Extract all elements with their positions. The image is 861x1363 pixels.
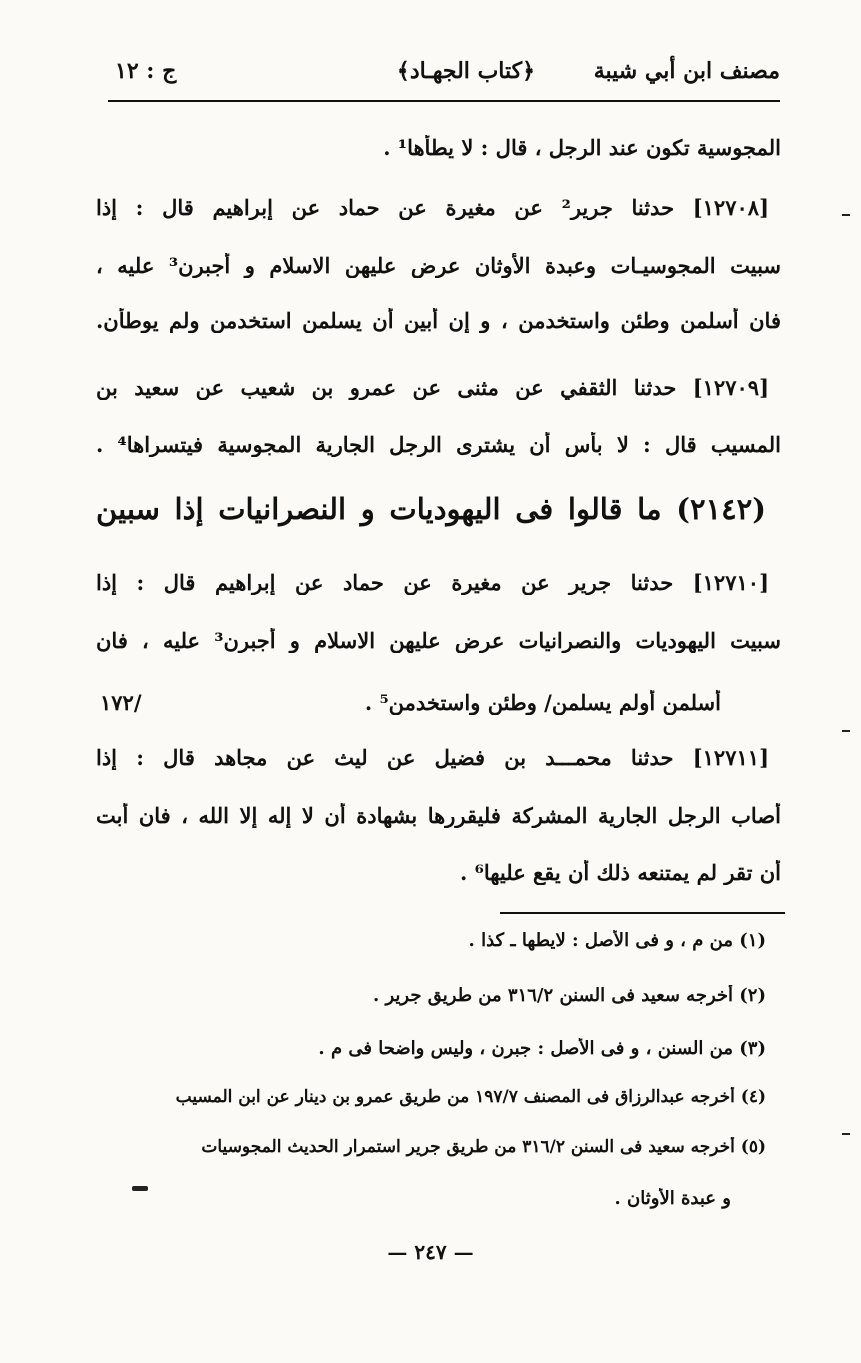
running-header [105,50,780,100]
section-title: (٢١٤٢) ما قالوا فى اليهوديات و النصرانيات إذا سبين [96,492,766,526]
volume-number: ج : ١٢ [115,58,177,84]
header-rule [108,100,780,102]
body-line-2: [١٢٧٠٨] حدثنا جرير² عن مغيرة عن حماد عن إبراهيم قال : إذا [96,195,769,220]
body-line-9: أسلمن أولم يسلمن/ وطئن واستخدمن⁵ . [364,690,721,715]
body-line-12: أن تقر لم يمتنعه ذلك أن يقع عليها⁶ . [460,860,781,885]
body-line-11: أصاب الرجل الجارية المشركة فليقررها بشهادة أن لا إله إلا الله ، فان أبت [96,803,781,828]
body-line-3: سبيت المجوسيـات وعبدة الأوثان عرض عليهن الاسلام و أجبرن³ عليه ، [96,253,781,278]
margin-speck-1 [842,214,850,216]
body-line-4: فان أسلمن وطئن واستخدمن ، و إن أبين أن يسلمن استخدمن ولم يوطأن. [96,308,781,333]
footnote-1: (١) من م ، و فى الأصل : لايطها ـ كذا . [468,930,766,951]
body-line-6: المسيب قال : لا بأس أن يشترى الرجل الجارية المجوسية فيتسراها⁴ . [96,432,781,457]
footnote-rule [500,912,785,914]
footnote-2: (٢) أخرجه سعيد فى السنن ٣١٦/٢ من طريق جرير . [372,985,766,1006]
body-line-1: المجوسية تكون عند الرجل ، قال : لا يطأها¹ . [383,135,781,160]
footnote-3: (٣) من السنن ، و فى الأصل : جبرن ، وليس واضحا فى م . [318,1038,766,1059]
body-line-10: [١٢٧١١] حدثنا محمـــد بن فضيل عن ليث عن مجاهد قال : إذا [96,745,769,770]
footnote-4: (٤) أخرجه عبدالرزاق فى المصنف ١٩٧/٧ من طريق عمرو بن دينار عن ابن المسيب [175,1087,766,1107]
footnote-5: (٥) أخرجه سعيد فى السنن ٣١٦/٢ من طريق جرير استمرار الحديث المجوسيات [201,1137,766,1157]
chapter-title: ﴿كتاب الجهـاد﴾ [396,58,535,84]
margin-speck-3 [842,1133,850,1135]
ink-mark [132,1186,148,1191]
body-line-7: [١٢٧١٠] حدثنا جرير عن مغيرة عن حماد عن إبراهيم قال : إذا [96,570,769,595]
body-line-8: سبيت اليهوديات والنصرانيات عرض عليهن الاسلام و أجبرن³ عليه ، فان [96,628,781,653]
margin-speck-2 [842,730,850,732]
margin-page-ref: /١٧٢ [100,690,142,715]
footnote-6: و عبدة الأوثان . [614,1188,731,1209]
book-title: مصنف ابن أبي شيبة [593,58,780,84]
body-line-5: [١٢٧٠٩] حدثنا الثقفي عن مثنى عن عمرو بن شعيب عن سعيد بن [96,375,769,400]
page-number: — ٢٤٧ — [387,1240,474,1264]
